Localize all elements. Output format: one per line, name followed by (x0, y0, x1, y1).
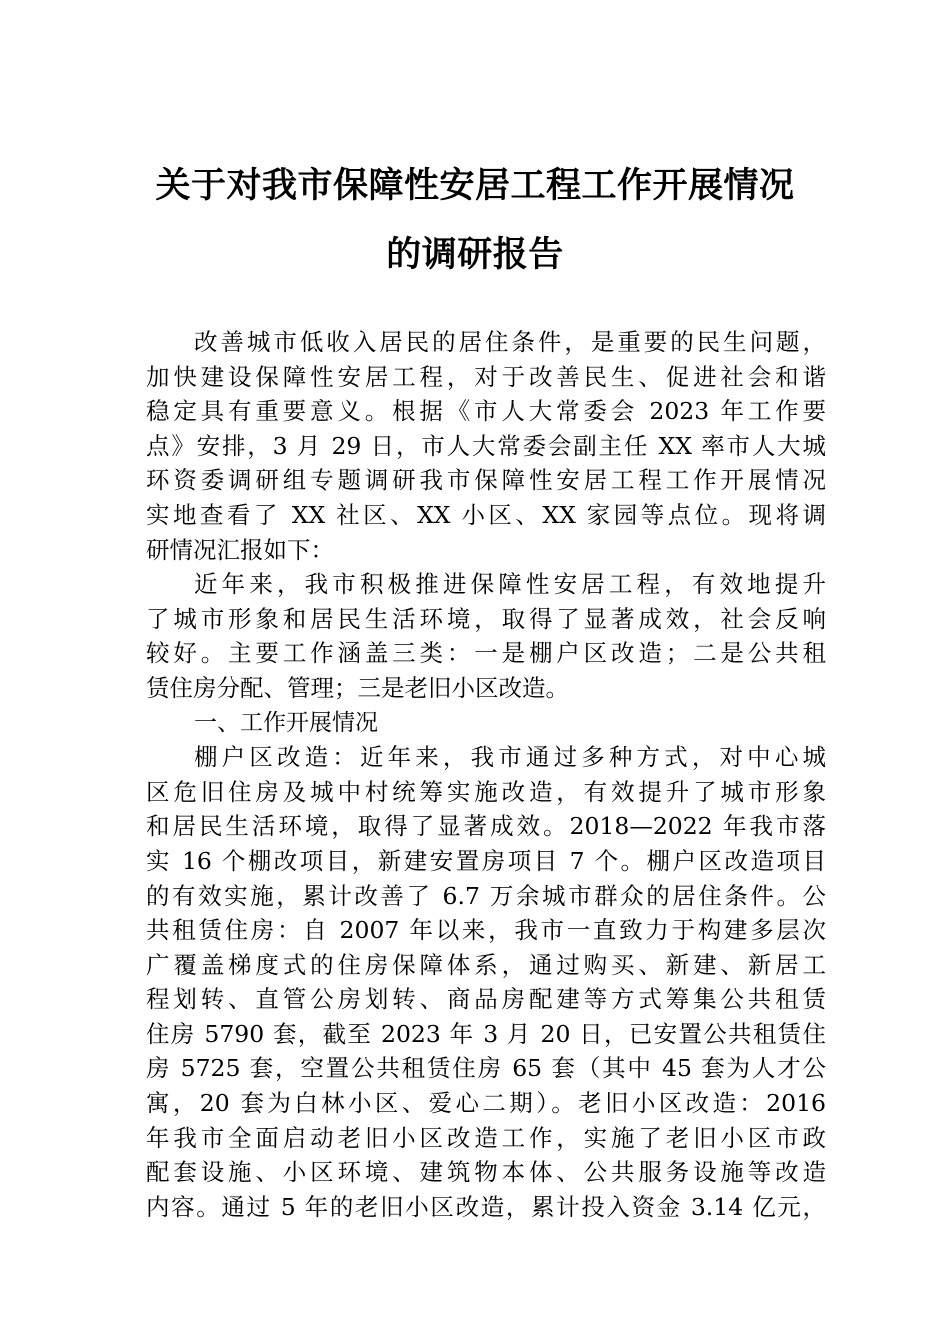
paragraph-line: 共租赁住房：自 2007 年以来，我市一直致力于构建多层次 (146, 916, 826, 945)
paragraph-line: 程划转、直管公房划转、商品房配建等方式筹集公共租赁 (146, 985, 826, 1014)
paragraph-line: 改善城市低收入居民的居住条件，是重要的民生问题， (194, 328, 826, 356)
paragraph-line: 稳定具有重要意义。根据《市人大常委会 2023 年工作要 (146, 397, 826, 426)
paragraph-line: 住房 5790 套，截至 2023 年 3 月 20 日，已安置公共租赁住 (146, 1019, 826, 1048)
paragraph-line: 研情况汇报如下： (146, 535, 334, 564)
paragraph-line: 点》安排，3 月 29 日，市人大常委会副主任 XX 率市人大城 (146, 431, 826, 460)
paragraph-line: 赁住房分配、管理；三是老旧小区改造。 (146, 673, 569, 702)
paragraph-line: 加快建设保障性安居工程，对于改善民生、促进社会和谐 (146, 362, 826, 391)
paragraph-line: 寓，20 套为白林小区、爱心二期）。老旧小区改造：2016 (146, 1089, 826, 1118)
document-title-line-2: 的调研报告 (386, 234, 564, 275)
paragraph-line: 广覆盖梯度式的住房保障体系，通过购买、新建、新居工 (146, 950, 826, 979)
paragraph-line: 和居民生活环境，取得了显著成效。2018—2022 年我市落 (146, 812, 826, 841)
document-title-line-1: 关于对我市保障性安居工程工作开展情况 (155, 165, 795, 206)
paragraph-line: 棚户区改造：近年来，我市通过多种方式，对中心城 (194, 743, 826, 772)
paragraph-line: 了城市形象和居民生活环境，取得了显著成效，社会反响 (146, 604, 826, 633)
paragraph-line: 的有效实施，累计改善了 6.7 万余城市群众的居住条件。公 (146, 881, 826, 910)
document-body (146, 325, 826, 1224)
section-heading: 一、工作开展情况 (194, 709, 378, 736)
paragraph-line: 配套设施、小区环境、建筑物本体、公共服务设施等改造 (146, 1158, 826, 1187)
paragraph-line: 区危旧住房及城中村统筹实施改造，有效提升了城市形象 (146, 777, 826, 806)
paragraph-line: 近年来，我市积极推进保障性安居工程，有效地提升 (194, 570, 826, 599)
paragraph-line: 实 16 个棚改项目，新建安置房项目 7 个。棚户区改造项目 (146, 846, 826, 875)
paragraph-line: 环资委调研组专题调研我市保障性安居工程工作开展情况 (146, 466, 826, 495)
paragraph-line: 年我市全面启动老旧小区改造工作，实施了老旧小区市政 (146, 1123, 826, 1152)
paragraph-line: 房 5725 套，空置公共租赁住房 65 套（其中 45 套为人才公 (146, 1054, 826, 1083)
paragraph-line: 实地查看了 XX 社区、XX 小区、XX 家园等点位。现将调 (146, 500, 826, 529)
paragraph-line: 较好。主要工作涵盖三类：一是棚户区改造；二是公共租 (146, 639, 826, 668)
paragraph-line: 内容。通过 5 年的老旧小区改造，累计投入资金 3.14 亿元， (146, 1192, 826, 1221)
